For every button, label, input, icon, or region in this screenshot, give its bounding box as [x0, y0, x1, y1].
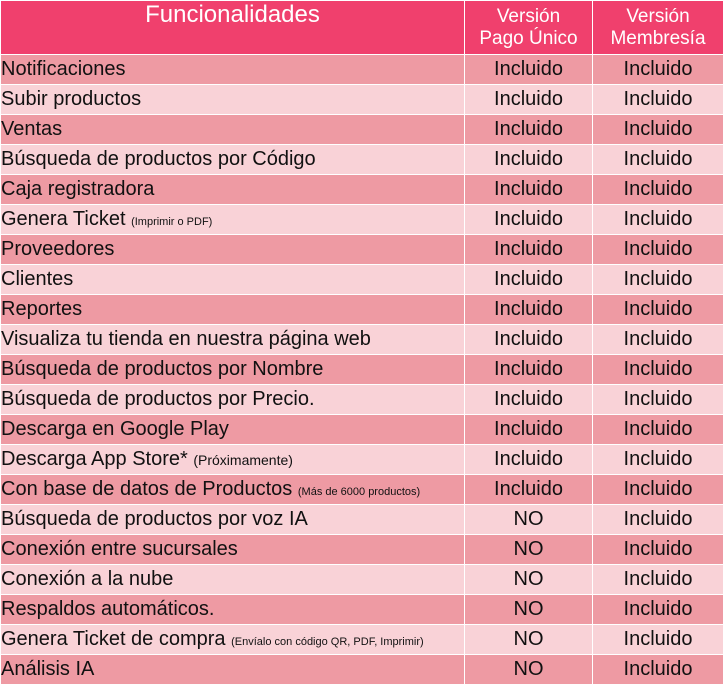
pago-unico-cell: Incluido: [465, 415, 593, 445]
feature-name: Caja registradora: [1, 178, 155, 200]
table-row: [1, 55, 723, 85]
table-row: [1, 445, 723, 475]
header-pago-unico-line1: Versión: [496, 5, 561, 27]
feature-cell: [1, 625, 465, 655]
feature-cell: [1, 235, 465, 265]
membresia-cell: Incluido: [593, 355, 723, 385]
table-header-row: [1, 1, 723, 55]
membresia-cell: Incluido: [593, 55, 723, 85]
table-row: [1, 235, 723, 265]
feature-cell: [1, 595, 465, 625]
feature-name: Con base de datos de Productos: [1, 478, 293, 500]
membresia-cell: Incluido: [593, 445, 723, 475]
table-row: [1, 565, 723, 595]
feature-note: (Envíalo con código QR, PDF, Imprimir): [231, 636, 424, 648]
membresia-cell: Incluido: [593, 145, 723, 175]
membresia-cell: Incluido: [593, 565, 723, 595]
feature-name: Análisis IA: [1, 658, 95, 680]
table-row: [1, 85, 723, 115]
pago-unico-cell: Incluido: [465, 475, 593, 505]
table-row: [1, 325, 723, 355]
table-row: [1, 655, 723, 685]
pago-unico-cell: NO: [465, 625, 593, 655]
feature-name: Descarga en Google Play: [1, 418, 229, 440]
pago-unico-cell: Incluido: [465, 115, 593, 145]
feature-cell: [1, 355, 465, 385]
feature-cell: [1, 115, 465, 145]
feature-name: Notificaciones: [1, 58, 126, 80]
membresia-cell: Incluido: [593, 205, 723, 235]
pago-unico-cell: Incluido: [465, 175, 593, 205]
pago-unico-cell: Incluido: [465, 355, 593, 385]
table-row: [1, 145, 723, 175]
table-row: [1, 625, 723, 655]
feature-name: Descarga App Store*: [1, 448, 188, 470]
membresia-cell: Incluido: [593, 175, 723, 205]
table-row: [1, 205, 723, 235]
membresia-cell: Incluido: [593, 415, 723, 445]
header-pago-unico: [465, 1, 593, 55]
feature-name: Búsqueda de productos por Código: [1, 148, 316, 170]
membresia-cell: Incluido: [593, 535, 723, 565]
membresia-cell: Incluido: [593, 325, 723, 355]
pago-unico-cell: NO: [465, 595, 593, 625]
feature-cell: [1, 535, 465, 565]
table-row: [1, 535, 723, 565]
pago-unico-cell: NO: [465, 535, 593, 565]
membresia-cell: Incluido: [593, 475, 723, 505]
feature-cell: [1, 85, 465, 115]
pago-unico-cell: Incluido: [465, 85, 593, 115]
membresia-cell: Incluido: [593, 295, 723, 325]
membresia-cell: Incluido: [593, 655, 723, 685]
feature-name: Conexión entre sucursales: [1, 538, 238, 560]
table-row: [1, 505, 723, 535]
table-row: [1, 115, 723, 145]
feature-cell: [1, 145, 465, 175]
pago-unico-cell: Incluido: [465, 205, 593, 235]
membresia-cell: Incluido: [593, 115, 723, 145]
pago-unico-cell: Incluido: [465, 445, 593, 475]
feature-name: Genera Ticket de compra: [1, 628, 226, 650]
feature-cell: [1, 445, 465, 475]
header-membresia-line2: Membresía: [610, 27, 706, 49]
pago-unico-cell: NO: [465, 655, 593, 685]
feature-note: (Más de 6000 productos): [297, 486, 421, 498]
feature-cell: [1, 175, 465, 205]
header-membresia-line1: Versión: [626, 5, 690, 27]
feature-cell: [1, 265, 465, 295]
feature-name: Genera Ticket: [1, 208, 126, 230]
feature-name: Reportes: [1, 298, 83, 320]
header-pago-unico-line2: Pago Único: [479, 27, 578, 49]
feature-name: Proveedores: [1, 238, 115, 260]
membresia-cell: Incluido: [593, 625, 723, 655]
feature-name: Búsqueda de productos por voz IA: [1, 508, 308, 530]
table-row: [1, 595, 723, 625]
feature-name: Conexión a la nube: [1, 568, 174, 590]
pago-unico-cell: Incluido: [465, 295, 593, 325]
feature-cell: [1, 415, 465, 445]
feature-cell: [1, 475, 465, 505]
membresia-cell: Incluido: [593, 385, 723, 415]
header-features: Funcionalidades: [1, 1, 465, 55]
table-row: [1, 175, 723, 205]
pago-unico-cell: Incluido: [465, 235, 593, 265]
feature-name: Subir productos: [1, 88, 142, 110]
membresia-cell: Incluido: [593, 85, 723, 115]
pago-unico-cell: NO: [465, 565, 593, 595]
feature-cell: [1, 55, 465, 85]
membresia-cell: Incluido: [593, 235, 723, 265]
pago-unico-cell: Incluido: [465, 145, 593, 175]
feature-name: Respaldos automáticos.: [1, 598, 215, 620]
feature-name: Clientes: [1, 268, 74, 290]
feature-cell: [1, 205, 465, 235]
feature-name: Búsqueda de productos por Nombre: [1, 358, 324, 380]
feature-cell: [1, 295, 465, 325]
feature-name: Ventas: [1, 118, 63, 140]
header-membresia: [593, 1, 723, 55]
pago-unico-cell: Incluido: [465, 55, 593, 85]
pago-unico-cell: Incluido: [465, 325, 593, 355]
table-row: [1, 295, 723, 325]
table-row: [1, 355, 723, 385]
feature-cell: [1, 385, 465, 415]
membresia-cell: Incluido: [593, 595, 723, 625]
table-row: [1, 385, 723, 415]
feature-cell: [1, 325, 465, 355]
feature-cell: [1, 655, 465, 685]
feature-note: (Próximamente): [193, 452, 293, 468]
pago-unico-cell: Incluido: [465, 385, 593, 415]
feature-name: Visualiza tu tienda en nuestra página web: [1, 328, 371, 350]
table-row: [1, 415, 723, 445]
pago-unico-cell: NO: [465, 505, 593, 535]
feature-cell: [1, 565, 465, 595]
table-row: [1, 475, 723, 505]
feature-note: (Imprimir o PDF): [131, 216, 213, 228]
feature-name: Búsqueda de productos por Precio.: [1, 388, 315, 410]
pago-unico-cell: Incluido: [465, 265, 593, 295]
membresia-cell: Incluido: [593, 505, 723, 535]
table-row: [1, 265, 723, 295]
feature-cell: [1, 505, 465, 535]
membresia-cell: Incluido: [593, 265, 723, 295]
